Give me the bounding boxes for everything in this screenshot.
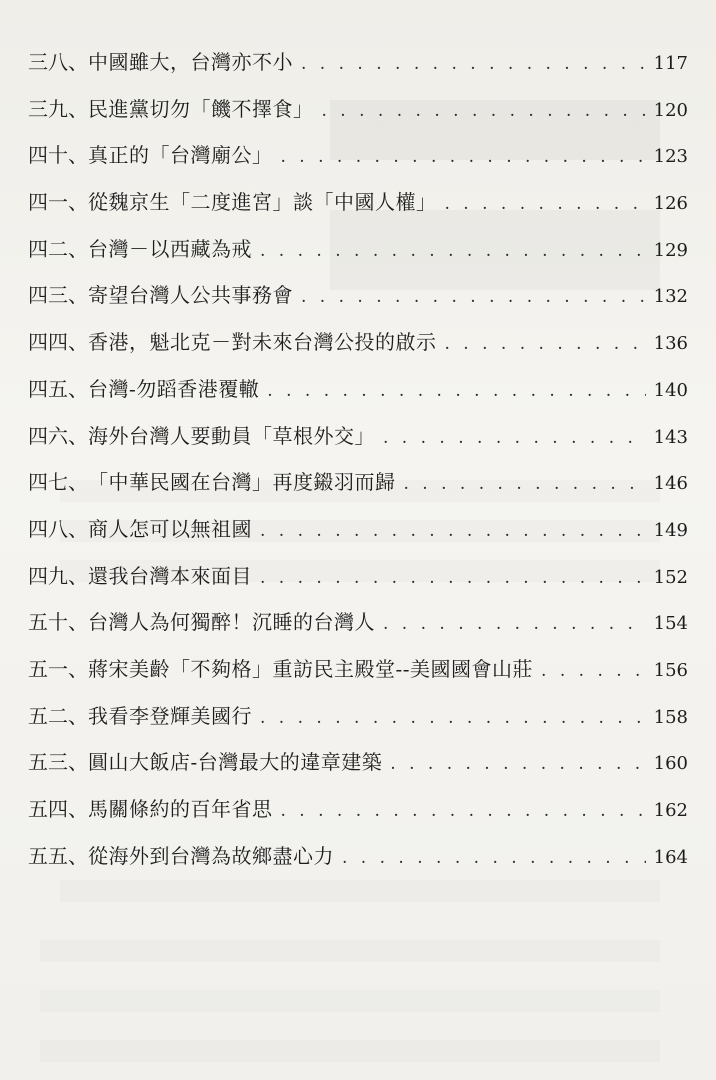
toc-entry: [28, 840, 688, 887]
dot-leader: [383, 614, 646, 634]
entry-title: 香港，魁北克－對未來台灣公投的啟示: [88, 330, 437, 355]
entry-number: 四四、: [28, 330, 88, 355]
toc-entry: [28, 746, 688, 793]
dot-leader: [281, 801, 647, 821]
entry-number: 四六、: [28, 423, 88, 448]
entry-page-number: 117: [653, 53, 688, 74]
entry-number: 五三、: [28, 750, 88, 775]
dot-leader: [404, 474, 647, 494]
dot-leader: [301, 54, 646, 74]
entry-number: 四八、: [28, 516, 88, 541]
entry-page-number: 120: [653, 99, 688, 121]
table-of-contents: [28, 46, 688, 886]
entry-page-number: 149: [653, 519, 688, 541]
entry-number: 四三、: [28, 283, 88, 308]
entry-title: 「中華民國在台灣」再度鎩羽而歸: [88, 470, 396, 495]
toc-entry: [28, 513, 688, 560]
entry-title: 台灣-勿蹈香港覆轍: [88, 376, 260, 401]
entry-number: 四九、: [28, 563, 88, 588]
dot-leader: [301, 287, 646, 307]
entry-page-number: 123: [653, 146, 688, 168]
entry-title: 民進黨切勿「饑不擇食」: [88, 96, 314, 121]
toc-entry: [28, 466, 688, 513]
dot-leader: [260, 241, 646, 261]
entry-page-number: 160: [653, 753, 688, 775]
entry-page-number: 146: [653, 473, 688, 495]
dot-leader: [383, 428, 646, 448]
toc-entry: [28, 46, 688, 93]
entry-number: 四二、: [28, 236, 88, 261]
toc-entry: [28, 93, 688, 140]
entry-number: 四七、: [28, 470, 88, 495]
entry-title: 馬關條約的百年省思: [88, 797, 273, 821]
dot-leader: [342, 848, 646, 868]
entry-number: 五一、: [28, 656, 88, 681]
entry-number: 五五、: [28, 843, 88, 868]
entry-page-number: 162: [653, 800, 688, 821]
toc-entry: [28, 373, 688, 420]
toc-entry: [28, 279, 688, 326]
toc-entry: [28, 793, 688, 840]
entry-number: 三八、: [28, 50, 88, 74]
dot-leader: [322, 101, 647, 121]
toc-entry: [28, 326, 688, 373]
entry-number: 四一、: [28, 190, 88, 215]
dot-leader: [267, 381, 646, 401]
dot-leader: [541, 661, 646, 681]
entry-number: 三九、: [28, 96, 88, 121]
entry-page-number: 132: [653, 286, 688, 308]
dot-leader: [260, 708, 646, 728]
toc-entry: [28, 606, 688, 653]
toc-entry: [28, 653, 688, 700]
dot-leader: [260, 521, 646, 541]
dot-leader: [445, 334, 647, 354]
dot-leader: [390, 754, 646, 774]
entry-number: 五四、: [28, 797, 88, 821]
entry-page-number: 129: [653, 239, 688, 261]
entry-title: 台灣人為何獨醉！沉睡的台灣人: [88, 610, 375, 635]
dot-leader: [445, 194, 647, 214]
entry-page-number: 152: [653, 566, 688, 588]
toc-entry: [28, 700, 688, 747]
entry-title: 海外台灣人要動員「草根外交」: [88, 423, 375, 448]
entry-title: 從海外到台灣為故鄉盡心力: [88, 843, 334, 868]
entry-title: 圓山大飯店-台灣最大的違章建築: [88, 750, 383, 775]
entry-title: 寄望台灣人公共事務會: [88, 283, 293, 308]
entry-title: 蔣宋美齡「不夠格」重訪民主殿堂--美國國會山莊: [88, 656, 534, 681]
entry-page-number: 143: [653, 426, 688, 448]
entry-title: 台灣－以西藏為戒: [88, 236, 252, 261]
entry-number: 五二、: [28, 703, 88, 728]
toc-entry: [28, 186, 688, 233]
toc-entry: [28, 560, 688, 607]
entry-title: 真正的「台灣廟公」: [88, 143, 273, 168]
toc-entry: [28, 420, 688, 467]
entry-number: 五十、: [28, 610, 88, 635]
dot-leader: [281, 147, 647, 167]
entry-page-number: 158: [653, 706, 688, 728]
entry-number: 四五、: [28, 376, 88, 401]
entry-page-number: 126: [653, 193, 688, 215]
entry-title: 還我台灣本來面目: [88, 563, 252, 588]
dot-leader: [260, 568, 646, 588]
entry-title: 我看李登輝美國行: [88, 703, 252, 728]
entry-title: 從魏京生「二度進宮」談「中國人權」: [88, 190, 437, 215]
entry-page-number: 164: [653, 846, 688, 868]
entry-page-number: 140: [653, 379, 688, 401]
entry-number: 四十、: [28, 143, 88, 168]
entry-page-number: 154: [653, 613, 688, 635]
entry-title: 商人怎可以無祖國: [88, 516, 252, 541]
entry-title: 中國雖大，台灣亦不小: [88, 50, 293, 74]
entry-page-number: 136: [653, 333, 688, 355]
toc-entry: [28, 139, 688, 186]
toc-entry: [28, 233, 688, 280]
entry-page-number: 156: [653, 659, 688, 681]
